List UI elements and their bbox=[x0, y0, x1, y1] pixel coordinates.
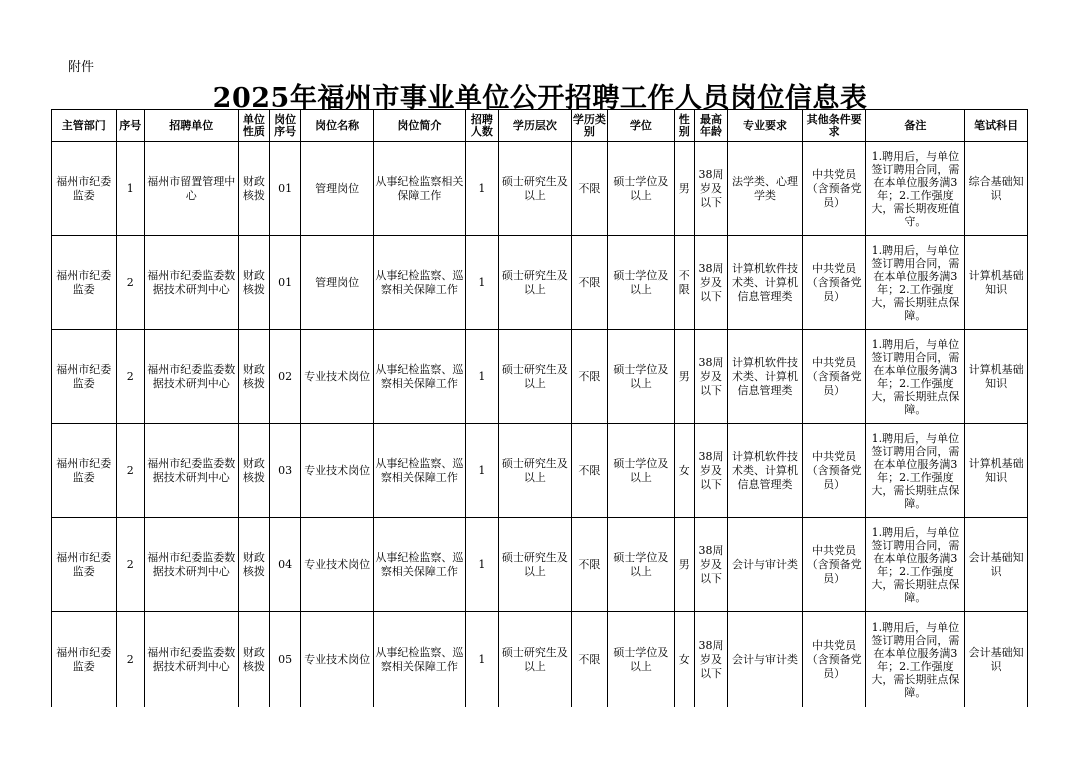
table-cell: 专业技术岗位 bbox=[301, 330, 374, 424]
table-cell: 男 bbox=[674, 518, 694, 612]
table-row bbox=[52, 612, 1028, 708]
table-cell: 从事纪检监察、巡察相关保障工作 bbox=[373, 424, 465, 518]
table-cell: 专业技术岗位 bbox=[301, 612, 374, 708]
table-cell: 38周岁及以下 bbox=[694, 518, 727, 612]
table-cell: 中共党员（含预备党员） bbox=[802, 330, 866, 424]
column-header: 招聘人数 bbox=[465, 110, 498, 142]
table-cell: 不限 bbox=[571, 236, 607, 330]
table-cell: 1.聘用后，与单位签订聘用合同，需在本单位服务满3年；2.工作强度大，需长期驻点保障。 bbox=[866, 612, 965, 708]
column-header: 岗位名称 bbox=[301, 110, 374, 142]
column-header: 招聘单位 bbox=[144, 110, 238, 142]
table-cell: 中共党员（含预备党员） bbox=[802, 236, 866, 330]
table-cell: 硕士研究生及以上 bbox=[499, 236, 572, 330]
table-cell: 1.聘用后，与单位签订聘用合同，需在本单位服务满3年；2.工作强度大，需长期驻点保障。 bbox=[866, 236, 965, 330]
table-cell: 中共党员（含预备党员） bbox=[802, 142, 866, 236]
table-row bbox=[52, 330, 1028, 424]
table-cell: 计算机软件技术类、计算机信息管理类 bbox=[728, 424, 803, 518]
table-cell: 福州市纪委监委 bbox=[52, 142, 117, 236]
table-cell: 1 bbox=[465, 424, 498, 518]
column-header: 学历层次 bbox=[499, 110, 572, 142]
table-cell: 01 bbox=[269, 236, 300, 330]
table-cell: 38周岁及以下 bbox=[694, 330, 727, 424]
table-cell: 女 bbox=[674, 424, 694, 518]
table-row bbox=[52, 142, 1028, 236]
table-cell: 财政核拨 bbox=[238, 236, 269, 330]
table-cell: 38周岁及以下 bbox=[694, 236, 727, 330]
table-cell: 中共党员（含预备党员） bbox=[802, 518, 866, 612]
table-cell: 法学类、心理学类 bbox=[728, 142, 803, 236]
table-cell: 硕士研究生及以上 bbox=[499, 424, 572, 518]
table-cell: 不限 bbox=[571, 612, 607, 708]
table-cell: 中共党员（含预备党员） bbox=[802, 612, 866, 708]
table-cell: 1.聘用后，与单位签订聘用合同，需在本单位服务满3年；2.工作强度大，需长期驻点保障。 bbox=[866, 424, 965, 518]
table-cell: 硕士学位及以上 bbox=[608, 612, 675, 708]
table-header-row bbox=[52, 110, 1028, 142]
table-cell: 会计基础知识 bbox=[965, 518, 1028, 612]
table-cell: 从事纪检监察、巡察相关保障工作 bbox=[373, 518, 465, 612]
column-header: 学位 bbox=[608, 110, 675, 142]
table-cell: 会计与审计类 bbox=[728, 612, 803, 708]
table-cell: 专业技术岗位 bbox=[301, 424, 374, 518]
table-cell: 从事纪检监察、巡察相关保障工作 bbox=[373, 330, 465, 424]
table-cell: 专业技术岗位 bbox=[301, 518, 374, 612]
table-cell: 01 bbox=[269, 142, 300, 236]
table-cell: 05 bbox=[269, 612, 300, 708]
table-cell: 1 bbox=[465, 612, 498, 708]
table-cell: 1 bbox=[465, 236, 498, 330]
job-info-table bbox=[51, 109, 1028, 707]
table-cell: 硕士研究生及以上 bbox=[499, 612, 572, 708]
table-cell: 福州市纪委监委 bbox=[52, 236, 117, 330]
column-header: 单位性质 bbox=[238, 110, 269, 142]
table-cell: 综合基础知识 bbox=[965, 142, 1028, 236]
table-cell: 2 bbox=[116, 330, 144, 424]
table-cell: 2 bbox=[116, 236, 144, 330]
table-cell: 男 bbox=[674, 330, 694, 424]
table-cell: 硕士学位及以上 bbox=[608, 424, 675, 518]
column-header: 专业要求 bbox=[728, 110, 803, 142]
table-cell: 管理岗位 bbox=[301, 142, 374, 236]
table-cell: 福州市纪委监委 bbox=[52, 424, 117, 518]
table-body bbox=[52, 142, 1028, 708]
table-cell: 1 bbox=[465, 518, 498, 612]
table-cell: 38周岁及以下 bbox=[694, 612, 727, 708]
table-cell: 1.聘用后，与单位签订聘用合同，需在本单位服务满3年；2.工作强度大，需长期夜班值守。 bbox=[866, 142, 965, 236]
table-cell: 福州市纪委监委数据技术研判中心 bbox=[144, 612, 238, 708]
table-cell: 不限 bbox=[571, 142, 607, 236]
table-cell: 2 bbox=[116, 612, 144, 708]
table-cell: 硕士学位及以上 bbox=[608, 330, 675, 424]
table-cell: 38周岁及以下 bbox=[694, 424, 727, 518]
column-header: 岗位序号 bbox=[269, 110, 300, 142]
table-cell: 中共党员（含预备党员） bbox=[802, 424, 866, 518]
table-cell: 福州市纪委监委 bbox=[52, 330, 117, 424]
table-cell: 硕士学位及以上 bbox=[608, 518, 675, 612]
table-cell: 财政核拨 bbox=[238, 612, 269, 708]
column-header: 最高年龄 bbox=[694, 110, 727, 142]
table-cell: 从事纪检监察相关保障工作 bbox=[373, 142, 465, 236]
attachment-label: 附件 bbox=[68, 60, 95, 75]
table-cell: 福州市纪委监委 bbox=[52, 518, 117, 612]
table-cell: 硕士研究生及以上 bbox=[499, 142, 572, 236]
table-cell: 不限 bbox=[571, 424, 607, 518]
table-cell: 硕士学位及以上 bbox=[608, 142, 675, 236]
table-cell: 从事纪检监察、巡察相关保障工作 bbox=[373, 612, 465, 708]
table-cell: 福州市纪委监委数据技术研判中心 bbox=[144, 518, 238, 612]
table-cell: 1 bbox=[116, 142, 144, 236]
column-header: 备注 bbox=[866, 110, 965, 142]
table-cell: 计算机基础知识 bbox=[965, 424, 1028, 518]
table-cell: 福州市纪委监委数据技术研判中心 bbox=[144, 236, 238, 330]
table-cell: 硕士研究生及以上 bbox=[499, 518, 572, 612]
table-cell: 2 bbox=[116, 424, 144, 518]
table-cell: 不限 bbox=[674, 236, 694, 330]
table-cell: 38周岁及以下 bbox=[694, 142, 727, 236]
table-cell: 02 bbox=[269, 330, 300, 424]
document-title: 2025年福州市事业单位公开招聘工作人员岗位信息表 bbox=[212, 83, 868, 114]
table-cell: 福州市纪委监委数据技术研判中心 bbox=[144, 330, 238, 424]
table-cell: 福州市纪委监委 bbox=[52, 612, 117, 708]
table-row bbox=[52, 518, 1028, 612]
column-header: 学历类别 bbox=[571, 110, 607, 142]
table-cell: 1.聘用后，与单位签订聘用合同，需在本单位服务满3年；2.工作强度大，需长期驻点保障。 bbox=[866, 330, 965, 424]
table-row bbox=[52, 424, 1028, 518]
table-cell: 财政核拨 bbox=[238, 518, 269, 612]
table-cell: 从事纪检监察、巡察相关保障工作 bbox=[373, 236, 465, 330]
table-cell: 计算机软件技术类、计算机信息管理类 bbox=[728, 330, 803, 424]
table-cell: 财政核拨 bbox=[238, 330, 269, 424]
table-cell: 男 bbox=[674, 142, 694, 236]
column-header: 岗位简介 bbox=[373, 110, 465, 142]
column-header: 序号 bbox=[116, 110, 144, 142]
table-cell: 计算机基础知识 bbox=[965, 236, 1028, 330]
table-cell: 不限 bbox=[571, 518, 607, 612]
column-header: 其他条件要求 bbox=[802, 110, 866, 142]
table-cell: 会计基础知识 bbox=[965, 612, 1028, 708]
table-row bbox=[52, 236, 1028, 330]
table-cell: 管理岗位 bbox=[301, 236, 374, 330]
column-header: 主管部门 bbox=[52, 110, 117, 142]
table-cell: 1.聘用后，与单位签订聘用合同，需在本单位服务满3年；2.工作强度大，需长期驻点保障。 bbox=[866, 518, 965, 612]
table-cell: 福州市纪委监委数据技术研判中心 bbox=[144, 424, 238, 518]
table-cell: 会计与审计类 bbox=[728, 518, 803, 612]
table-cell: 03 bbox=[269, 424, 300, 518]
table-cell: 福州市留置管理中心 bbox=[144, 142, 238, 236]
table-cell: 计算机基础知识 bbox=[965, 330, 1028, 424]
table-cell: 硕士研究生及以上 bbox=[499, 330, 572, 424]
table-cell: 女 bbox=[674, 612, 694, 708]
table-cell: 1 bbox=[465, 330, 498, 424]
table-cell: 1 bbox=[465, 142, 498, 236]
table-cell: 2 bbox=[116, 518, 144, 612]
table-cell: 财政核拨 bbox=[238, 424, 269, 518]
table-cell: 不限 bbox=[571, 330, 607, 424]
table-cell: 计算机软件技术类、计算机信息管理类 bbox=[728, 236, 803, 330]
column-header: 笔试科目 bbox=[965, 110, 1028, 142]
table-cell: 硕士学位及以上 bbox=[608, 236, 675, 330]
table-cell: 04 bbox=[269, 518, 300, 612]
table-cell: 财政核拨 bbox=[238, 142, 269, 236]
column-header: 性别 bbox=[674, 110, 694, 142]
